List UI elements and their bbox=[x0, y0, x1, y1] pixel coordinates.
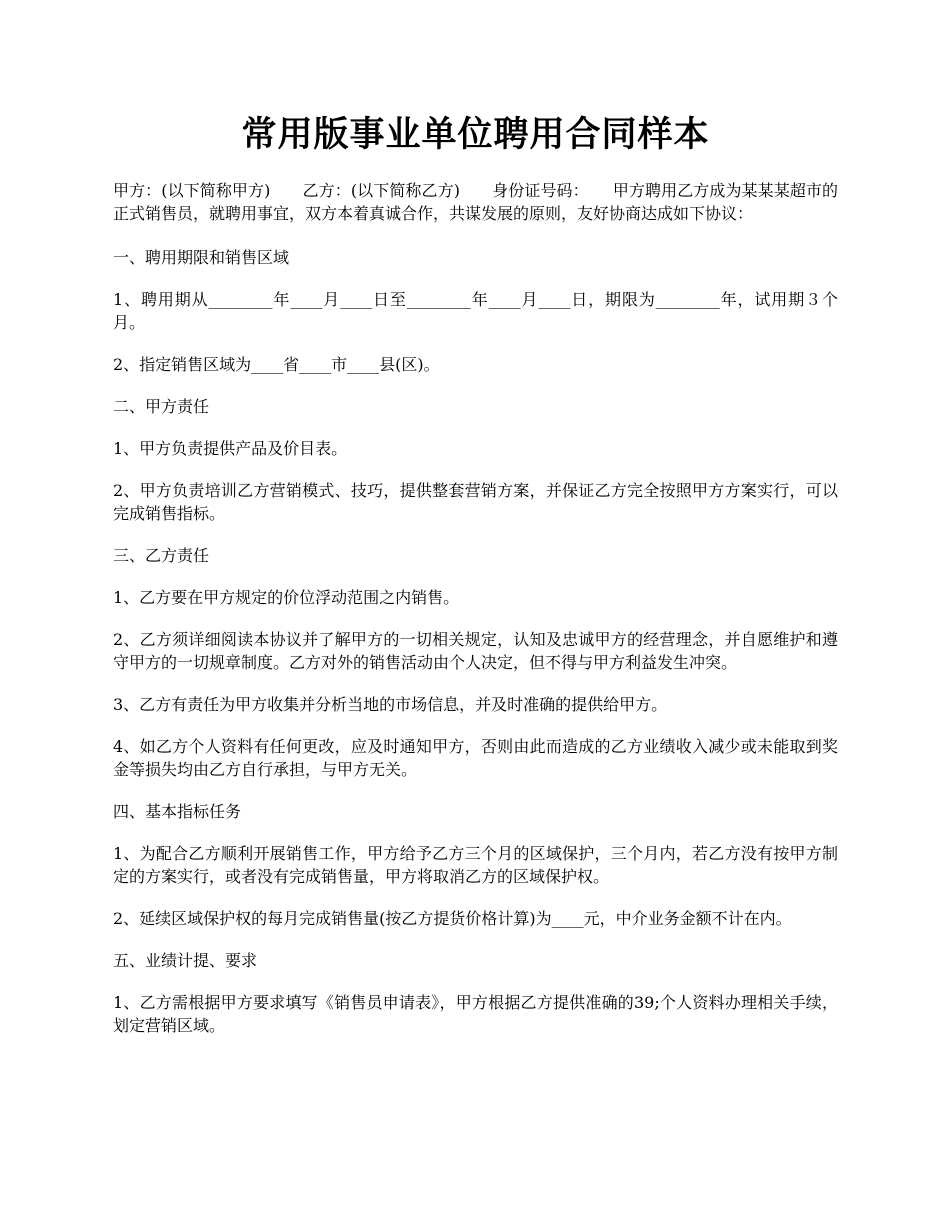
clause-5-1: 1、乙方需根据甲方要求填写《销售员申请表》，甲方根据乙方提供准确的39;个人资料办理相关手续，划定营销区域。 bbox=[113, 993, 838, 1035]
clause-3-4: 4、如乙方个人资料有任何更改，应及时通知甲方，否则由此而造成的乙方业绩收入减少或未能取到奖金等损失均由乙方自行承担，与甲方无关。 bbox=[113, 737, 838, 779]
clause-4-2: 2、延续区域保护权的每月完成销售量(按乙方提货价格计算)为____元，中介业务金额不计在内。 bbox=[113, 909, 792, 928]
intro-paragraph: 甲方：(以下简称甲方) 乙方：(以下简称乙方) 身份证号码： 甲方聘用乙方成为某某某超市的正式销售员，就聘用事宜，双方本着真诚合作，共谋发展的原则，友好协商达成如下协议： bbox=[113, 181, 838, 223]
clause-2-2: 2、甲方负责培训乙方营销模式、技巧，提供整套营销方案，并保证乙方完全按照甲方方案实行，可以完成销售指标。 bbox=[113, 481, 838, 523]
document-page bbox=[113, 110, 838, 1056]
section-heading-5: 五、业绩计提、要求 bbox=[113, 951, 258, 970]
clause-3-1: 1、乙方要在甲方规定的价位浮动范围之内销售。 bbox=[113, 588, 460, 607]
clause-2-1: 1、甲方负责提供产品及价目表。 bbox=[113, 439, 348, 458]
clause-1-1: 1、聘用期从________年____月____日至________年____月____日，期限为________年，试用期３个月。 bbox=[113, 290, 838, 332]
section-heading-2: 二、甲方责任 bbox=[113, 397, 210, 416]
document-title: 常用版事业单位聘用合同样本 bbox=[241, 114, 710, 155]
clause-1-2: 2、指定销售区域为____省____市____县(区)。 bbox=[113, 355, 440, 374]
section-heading-3: 三、乙方责任 bbox=[113, 546, 210, 565]
clause-3-3: 3、乙方有责任为甲方收集并分析当地的市场信息，并及时准确的提供给甲方。 bbox=[113, 695, 668, 714]
clause-4-1: 1、为配合乙方顺利开展销售工作，甲方给予乙方三个月的区域保护，三个月内，若乙方没有按甲方制定的方案实行，或者没有完成销售量，甲方将取消乙方的区域保护权。 bbox=[113, 844, 838, 886]
section-heading-4: 四、基本指标任务 bbox=[113, 802, 242, 821]
section-heading-1: 一、聘用期限和销售区域 bbox=[113, 248, 290, 267]
clause-3-2: 2、乙方须详细阅读本协议并了解甲方的一切相关规定，认知及忠诚甲方的经营理念，并自愿维护和遵守甲方的一切规章制度。乙方对外的销售活动由个人决定，但不得与甲方利益发生冲突。 bbox=[113, 630, 838, 672]
